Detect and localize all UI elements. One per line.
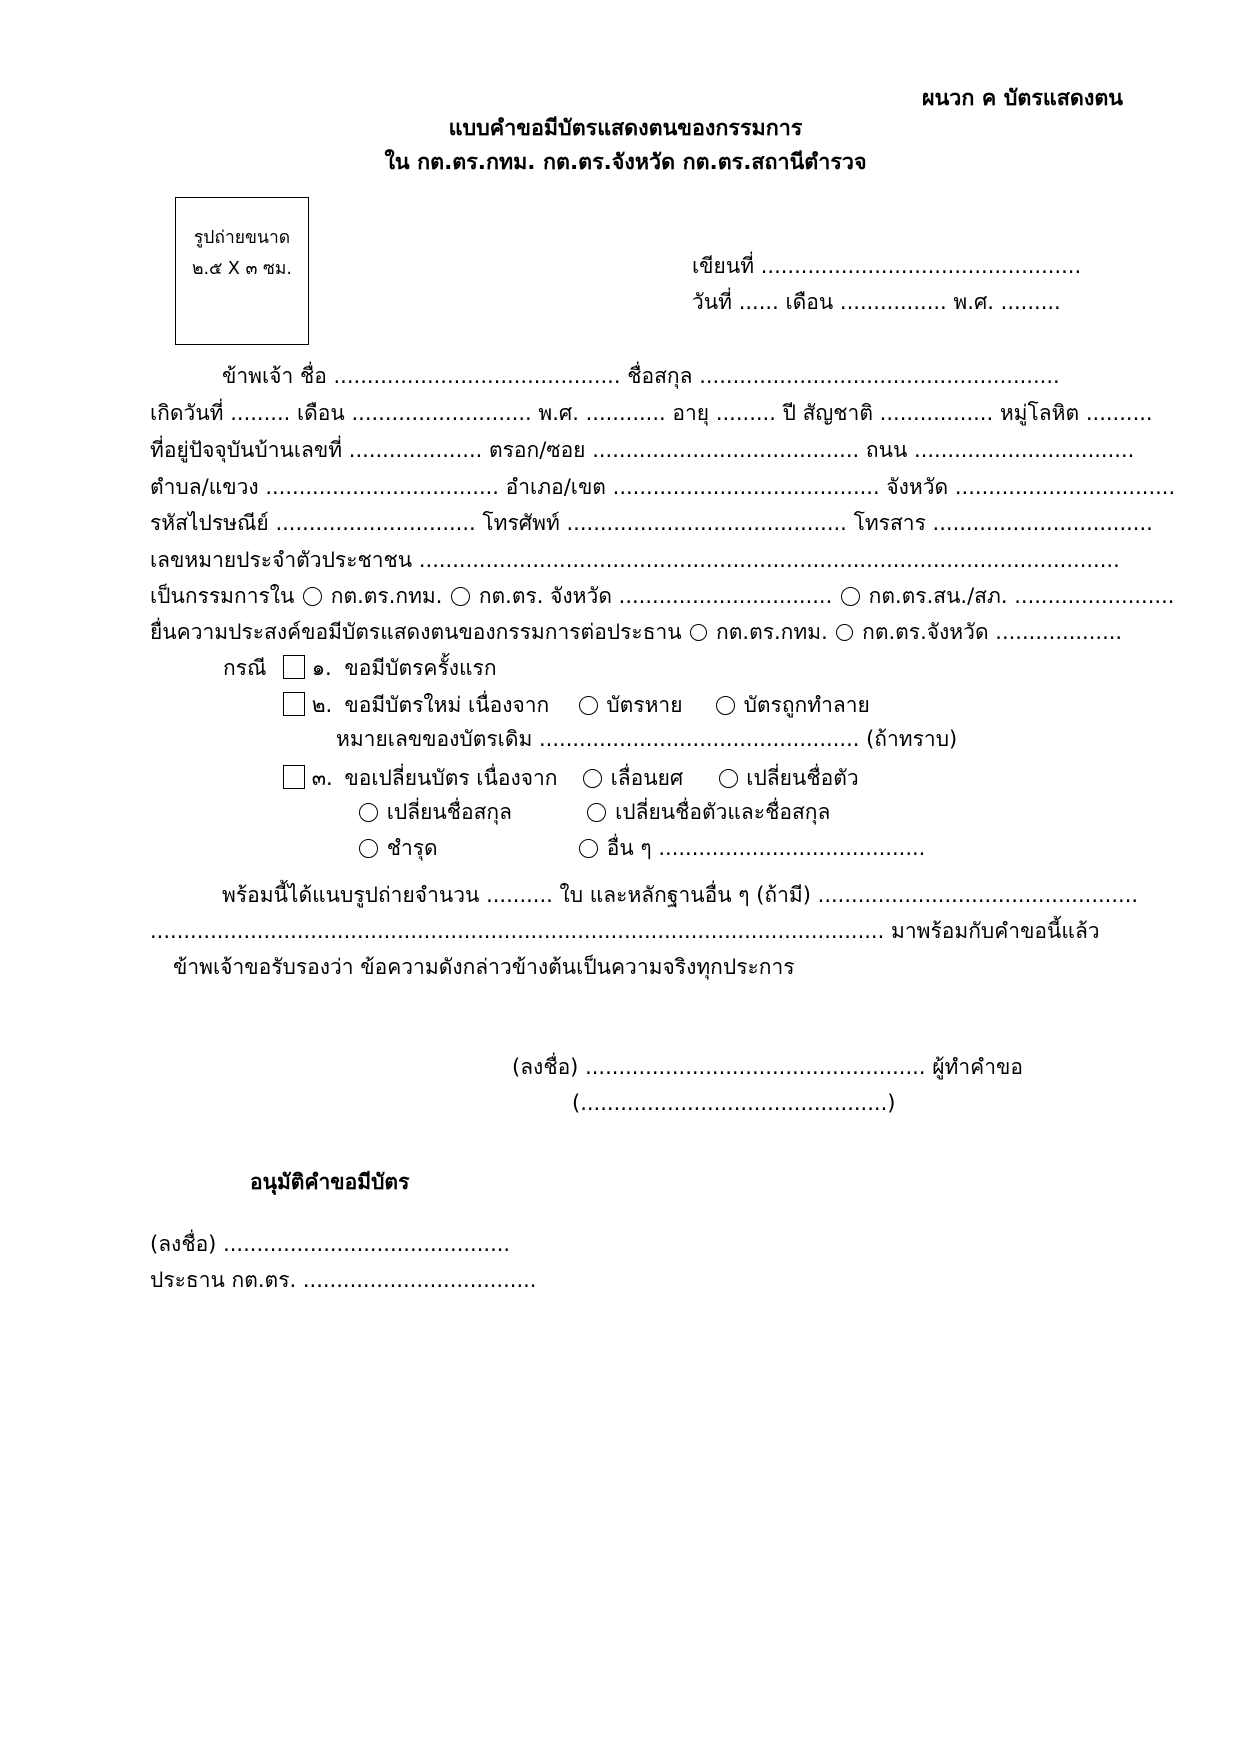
national-id-input[interactable]: ......................................................................................................... — [418, 548, 1120, 572]
fax-input[interactable]: ................................. — [932, 511, 1153, 535]
form-title-line2: ใน กต.ตร.กทม. กต.ตร.จังหวัด กต.ตร.สถานีตำรวจ — [384, 150, 867, 175]
birth-year-label: พ.ศ. — [538, 401, 579, 425]
committee-option-province-label: กต.ตร. จังหวัด — [478, 584, 612, 608]
applicant-signature-input[interactable]: ................................................... — [585, 1055, 926, 1079]
phone-input[interactable]: .......................................... — [566, 511, 847, 535]
name-line — [222, 366, 1060, 387]
approver-title-label: ประธาน กต.ตร. — [150, 1268, 297, 1292]
national-id-label: เลขหมายประจำตัวประชาชน — [150, 548, 413, 572]
case-3-options-row-2 — [357, 802, 830, 823]
photo-label-line1: รูปถ่ายขนาด — [193, 228, 291, 248]
applicant-signature-label: (ลงชื่อ) — [512, 1055, 579, 1079]
case-3-options-row-3 — [357, 838, 925, 859]
radio-change-both-names[interactable] — [587, 803, 606, 822]
request-to-chairman-label: ยื่นความประสงค์ขอมีบัตรแสดงตนของกรรมการต่อประธาน — [150, 620, 682, 644]
district-label: อำเภอ/เขต — [505, 475, 606, 499]
old-card-number-note: (ถ้าทราบ) — [866, 727, 958, 751]
committee-province-input[interactable]: ................................ — [618, 584, 833, 608]
radio-card-damaged[interactable] — [359, 839, 378, 858]
committee-station-input[interactable]: ........................ — [1014, 584, 1175, 608]
radio-committee-bangkok[interactable] — [303, 587, 322, 606]
phone-label: โทรศัพท์ — [482, 511, 560, 535]
province-label: จังหวัด — [886, 475, 949, 499]
case-1-row — [283, 655, 497, 679]
postcode-label: รหัสไปรษณีย์ — [150, 511, 269, 535]
checkbox-case-3[interactable] — [283, 765, 305, 789]
photo-label-line2: ๒.๕ X ๓ ซม. — [192, 259, 292, 279]
name-label: ข้าพเจ้า ชื่อ — [222, 364, 327, 388]
card-destroyed-label: บัตรถูกทำลาย — [743, 693, 870, 717]
attachment-evidence-input[interactable]: ................................................ — [817, 883, 1139, 907]
approval-section-title: อนุมัติคำขอมีบัตร — [250, 1170, 410, 1194]
old-card-number-input[interactable]: ................................................ — [539, 727, 860, 751]
birth-month-label: เดือน — [296, 401, 345, 425]
committee-member-label: เป็นกรรมการใน — [150, 584, 295, 608]
change-first-name-label: เปลี่ยนชื่อตัว — [746, 766, 859, 790]
surname-label: ชื่อสกุล — [627, 364, 693, 388]
date-line — [692, 292, 1061, 313]
month-input[interactable]: ................ — [839, 290, 947, 314]
case-1-number: ๑. — [311, 656, 332, 680]
card-damaged-label: ชำรุด — [386, 836, 438, 860]
request-to-chairman-line — [150, 622, 1122, 643]
attachment-line-1 — [222, 885, 1138, 906]
birth-day-input[interactable]: ......... — [230, 401, 291, 425]
annex-label: ผนวก ค บัตรแสดงตน — [922, 86, 1123, 111]
case-3-row — [283, 765, 859, 789]
radio-other-reason[interactable] — [579, 839, 598, 858]
case-2-row — [283, 692, 870, 716]
form-title-line1: แบบคำขอมีบัตรแสดงตนของกรรมการ — [448, 116, 803, 141]
case-2-number: ๒. — [311, 693, 333, 717]
other-reason-label: อื่น ๆ — [606, 836, 652, 860]
date-label: วันที่ — [692, 290, 732, 314]
postcode-input[interactable]: .............................. — [275, 511, 476, 535]
applicant-signature-line — [512, 1057, 1023, 1078]
applicant-printed-name-line[interactable]: (..............................................) — [572, 1091, 896, 1115]
committee-option-station-label: กต.ตร.สน./สภ. — [868, 584, 1008, 608]
blood-type-input[interactable]: .......... — [1085, 401, 1153, 425]
approver-title-input[interactable]: ................................... — [302, 1268, 537, 1292]
attachment-line-2 — [150, 921, 1100, 942]
road-input[interactable]: ................................. — [914, 438, 1135, 462]
subdistrict-label: ตำบล/แขวง — [150, 475, 259, 499]
case-1-label: ขอมีบัตรครั้งแรก — [344, 656, 497, 680]
subdistrict-line — [150, 477, 1175, 498]
approver-title-line — [150, 1270, 536, 1291]
nationality-input[interactable]: ................. — [879, 401, 994, 425]
radio-change-first-name[interactable] — [719, 769, 738, 788]
province-input[interactable]: ................................. — [954, 475, 1176, 499]
certification-statement: ข้าพเจ้าขอรับรองว่า ข้อความดังกล่าวข้างต้นเป็นความจริงทุกประการ — [173, 955, 795, 979]
address-line — [150, 440, 1134, 461]
radio-committee-province[interactable] — [451, 587, 470, 606]
radio-chairman-province[interactable] — [836, 624, 853, 641]
birth-date-label: เกิดวันที่ — [150, 401, 224, 425]
first-name-input[interactable]: ........................................... — [333, 364, 621, 388]
house-number-input[interactable]: .................... — [348, 438, 483, 462]
birth-month-input[interactable]: ........................... — [351, 401, 532, 425]
age-label: อายุ — [672, 401, 710, 425]
alley-input[interactable]: ........................................ — [592, 438, 860, 462]
surname-input[interactable]: ...................................................... — [699, 364, 1060, 388]
approver-signature-line — [150, 1234, 510, 1255]
case-section-label: กรณี — [223, 656, 267, 680]
chairman-option-province-label: กต.ตร.จังหวัด — [862, 620, 989, 644]
applicant-role-label: ผู้ทำคำขอ — [932, 1055, 1023, 1079]
written-at-label: เขียนที่ — [692, 254, 755, 278]
chairman-option-bangkok-label: กต.ตร.กทม. — [716, 620, 828, 644]
national-id-line — [150, 550, 1120, 571]
age-input[interactable]: ......... — [715, 401, 776, 425]
approver-signature-label: (ลงชื่อ) — [150, 1232, 217, 1256]
rank-promotion-label: เลื่อนยศ — [610, 766, 684, 790]
approver-signature-input[interactable]: ........................................... — [223, 1232, 511, 1256]
change-surname-label: เปลี่ยนชื่อสกุล — [386, 800, 512, 824]
radio-chairman-bangkok[interactable] — [690, 624, 707, 641]
chairman-province-input[interactable]: ................... — [995, 620, 1123, 644]
radio-change-surname[interactable] — [359, 803, 378, 822]
road-label: ถนน — [865, 438, 908, 462]
case-3-label: ขอเปลี่ยนบัตร เนื่องจาก — [344, 766, 558, 790]
radio-card-destroyed[interactable] — [716, 696, 735, 715]
attachment-photos-label: พร้อมนี้ได้แนบรูปถ่ายจำนวน — [222, 883, 480, 907]
checkbox-case-1[interactable] — [283, 655, 305, 679]
contact-line — [150, 513, 1153, 534]
radio-committee-station[interactable] — [841, 587, 860, 606]
case-2-label: ขอมีบัตรใหม่ เนื่องจาก — [344, 693, 550, 717]
fax-label: โทรสาร — [853, 511, 926, 535]
card-lost-label: บัตรหาย — [606, 693, 683, 717]
checkbox-case-2[interactable] — [283, 692, 305, 716]
old-card-number-label: หมายเลขของบัตรเดิม — [336, 727, 533, 751]
date-input[interactable]: ...... — [738, 290, 779, 314]
attachment-continuation-label: มาพร้อมกับคำขอนี้แล้ว — [890, 919, 1100, 943]
photo-placeholder-box — [175, 197, 309, 345]
attachment-continuation-input[interactable]: .............................................................................................................. — [150, 919, 885, 943]
year-label: พ.ศ. — [953, 290, 994, 314]
committee-member-line — [150, 586, 1174, 607]
house-number-label: ที่อยู่ปัจจุบันบ้านเลขที่ — [150, 438, 343, 462]
birth-year-input[interactable]: ............ — [585, 401, 666, 425]
subdistrict-input[interactable]: ................................... — [265, 475, 499, 499]
other-reason-input[interactable]: ........................................ — [658, 836, 926, 860]
change-both-names-label: เปลี่ยนชื่อตัวและชื่อสกุล — [615, 800, 831, 824]
month-label: เดือน — [785, 290, 834, 314]
written-at-input[interactable]: ................................................ — [760, 254, 1082, 278]
blood-type-label: หมู่โลหิต — [999, 401, 1080, 425]
attachment-evidence-label: ใบ และหลักฐานอื่น ๆ (ถ้ามี) — [559, 883, 811, 907]
attachment-photo-count-input[interactable]: .......... — [486, 883, 553, 907]
radio-card-lost[interactable] — [579, 696, 598, 715]
birth-line — [150, 403, 1153, 424]
written-at-line — [692, 256, 1081, 277]
alley-label: ตรอก/ซอย — [489, 438, 586, 462]
old-card-number-row — [336, 729, 957, 750]
radio-rank-promotion[interactable] — [583, 769, 602, 788]
district-input[interactable]: ........................................ — [612, 475, 880, 499]
nationality-label: ปี สัญชาติ — [782, 401, 873, 425]
year-input[interactable]: ......... — [1000, 290, 1061, 314]
case-3-number: ๓. — [311, 766, 333, 790]
committee-option-bangkok-label: กต.ตร.กทม. — [330, 584, 443, 608]
